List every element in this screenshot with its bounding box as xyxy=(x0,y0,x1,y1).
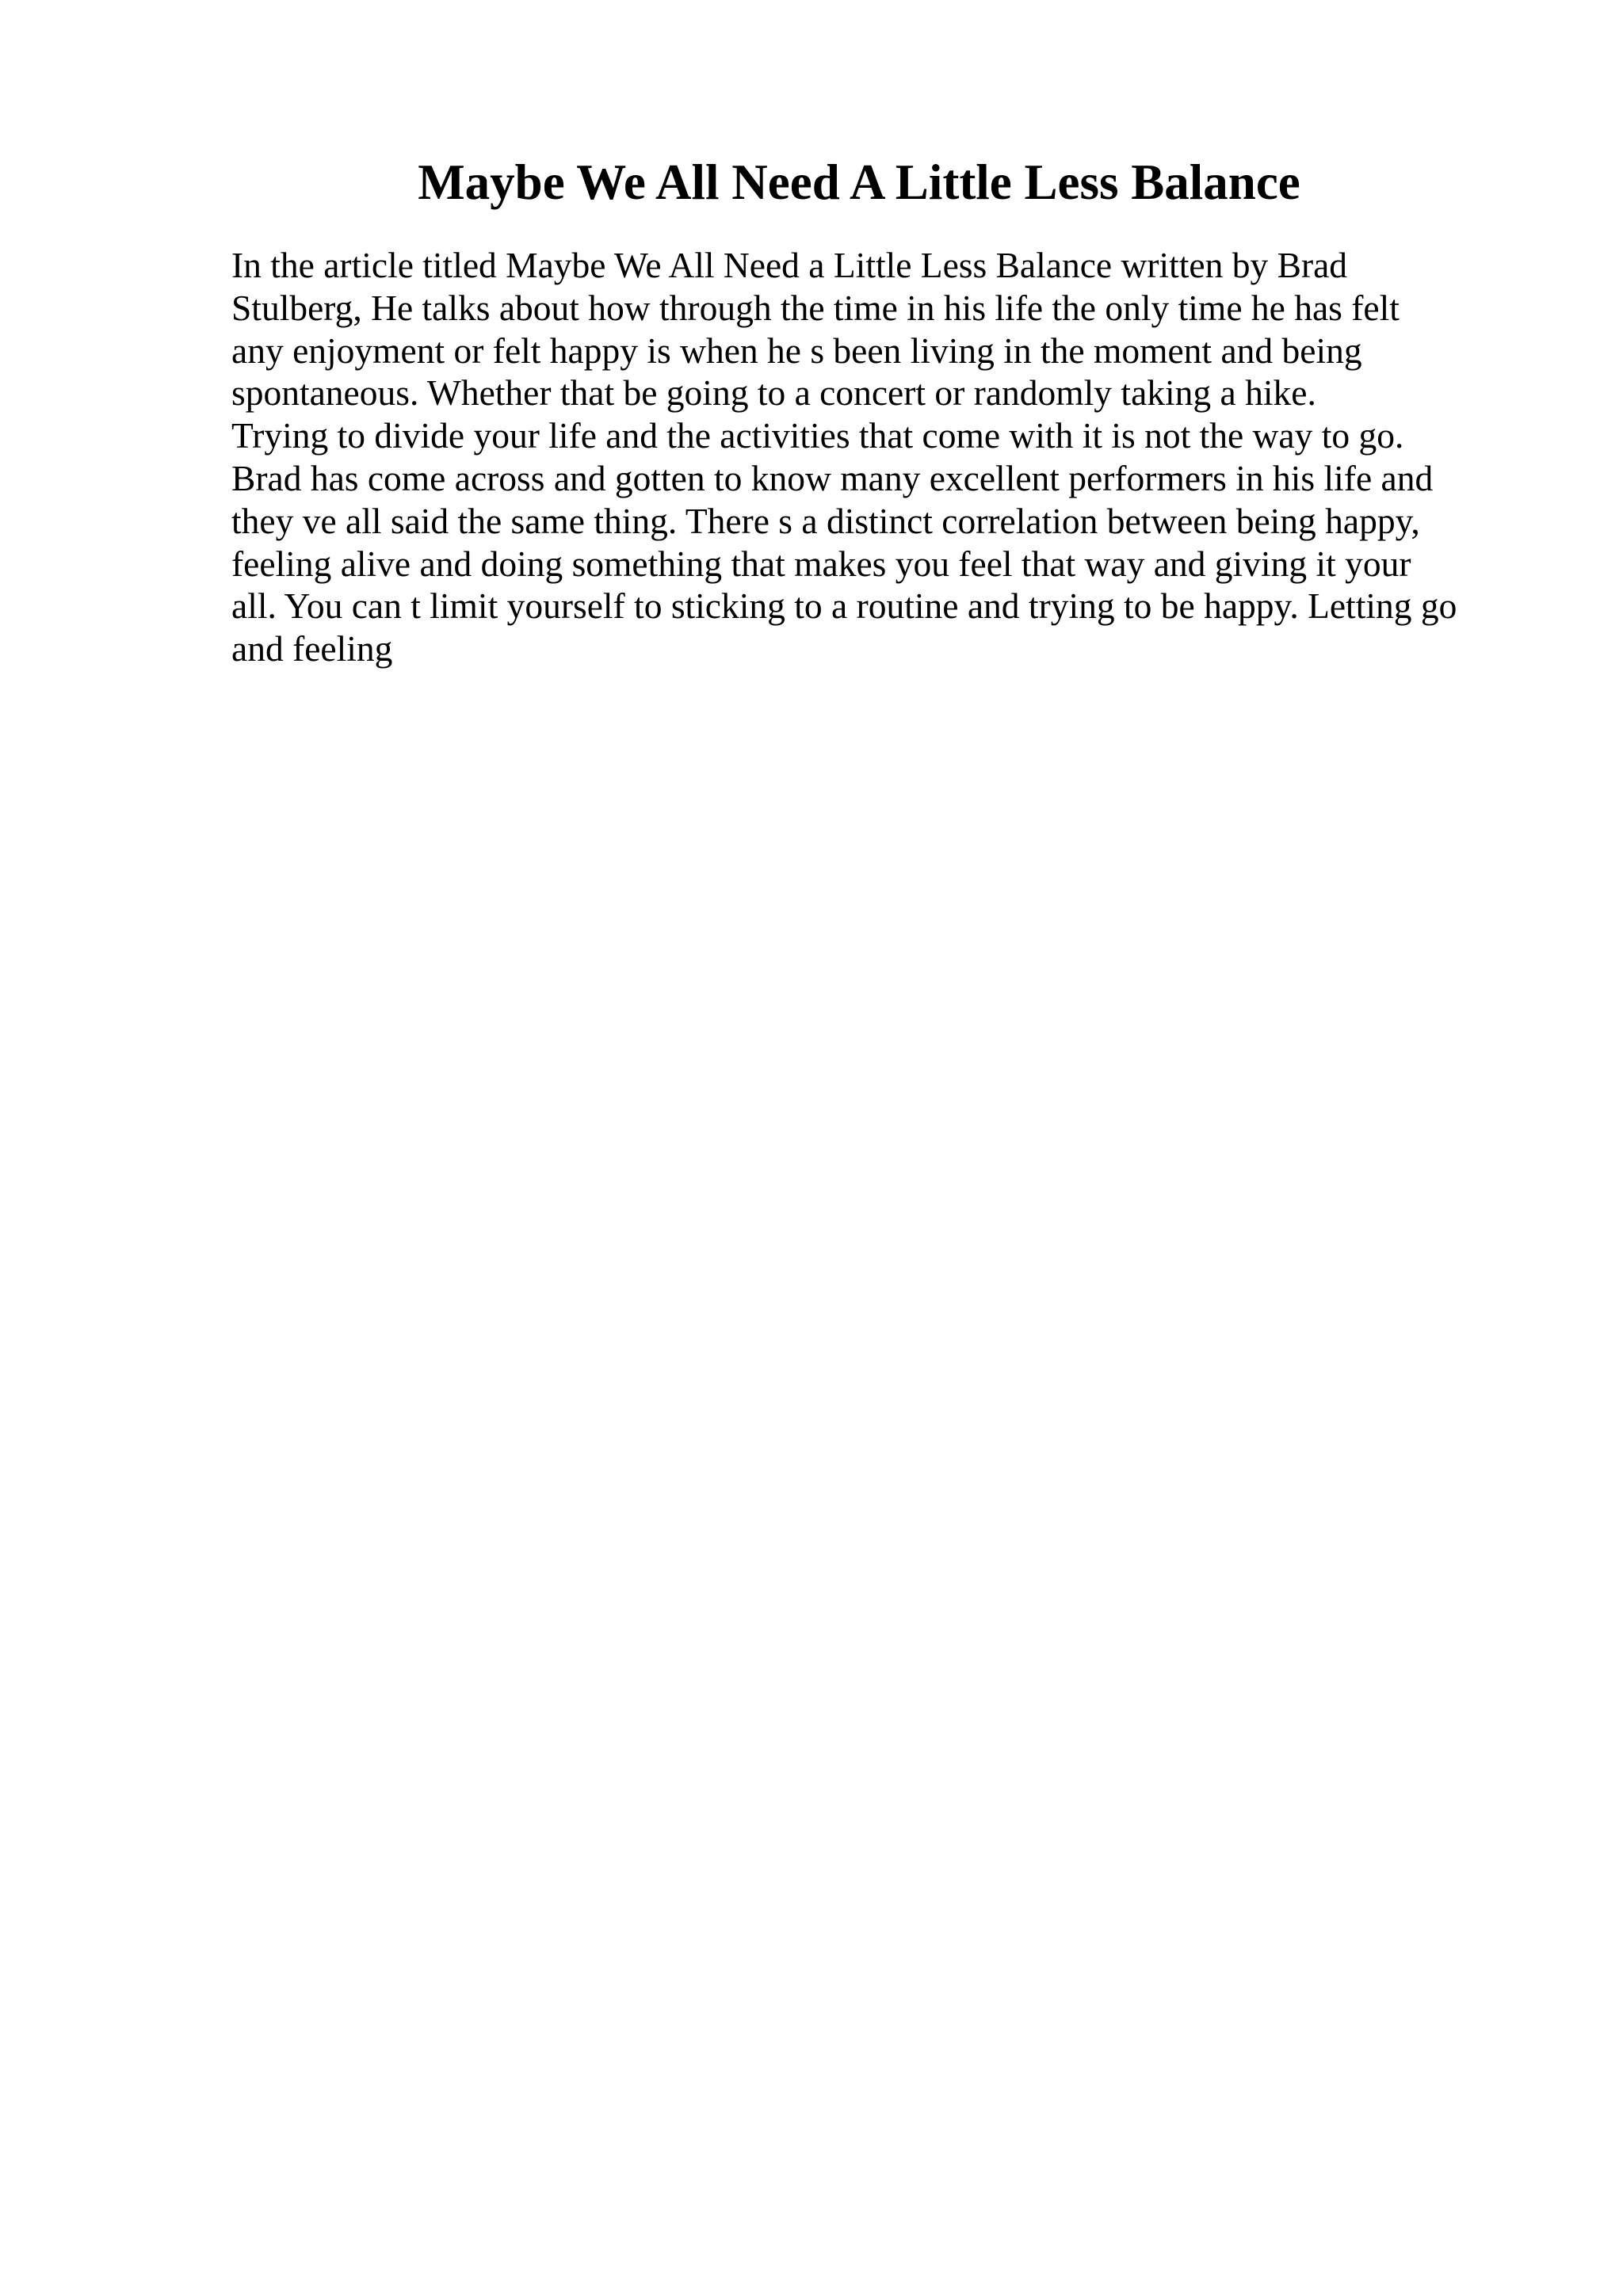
body-line: feeling alive and doing something that makes you feel that way and giving it your xyxy=(231,543,1411,584)
body-line: they ve all said the same thing. There s a distinct correlation between being happy, xyxy=(231,500,1420,541)
body-line: spontaneous. Whether that be going to a concert or randomly taking a hike. xyxy=(231,372,1316,414)
document-body xyxy=(231,244,1515,670)
body-line: any enjoyment or felt happy is when he s been living in the moment and being xyxy=(231,330,1362,371)
body-line: and feeling xyxy=(231,628,393,669)
body-line: Brad has come across and gotten to know many excellent performers in his life and xyxy=(231,457,1434,498)
body-line: Trying to divide your life and the activities that come with it is not the way to go. xyxy=(231,415,1404,456)
body-line: In the article titled Maybe We All Need a Little Less Balance written by Brad xyxy=(231,245,1348,285)
body-line: Stulberg, He talks about how through the time in his life the only time he has felt xyxy=(231,287,1400,328)
body-line: all. You can t limit yourself to sticking to a routine and trying to be happy. Letting go xyxy=(231,585,1457,627)
document-title: Maybe We All Need A Little Less Balance xyxy=(418,154,1300,210)
